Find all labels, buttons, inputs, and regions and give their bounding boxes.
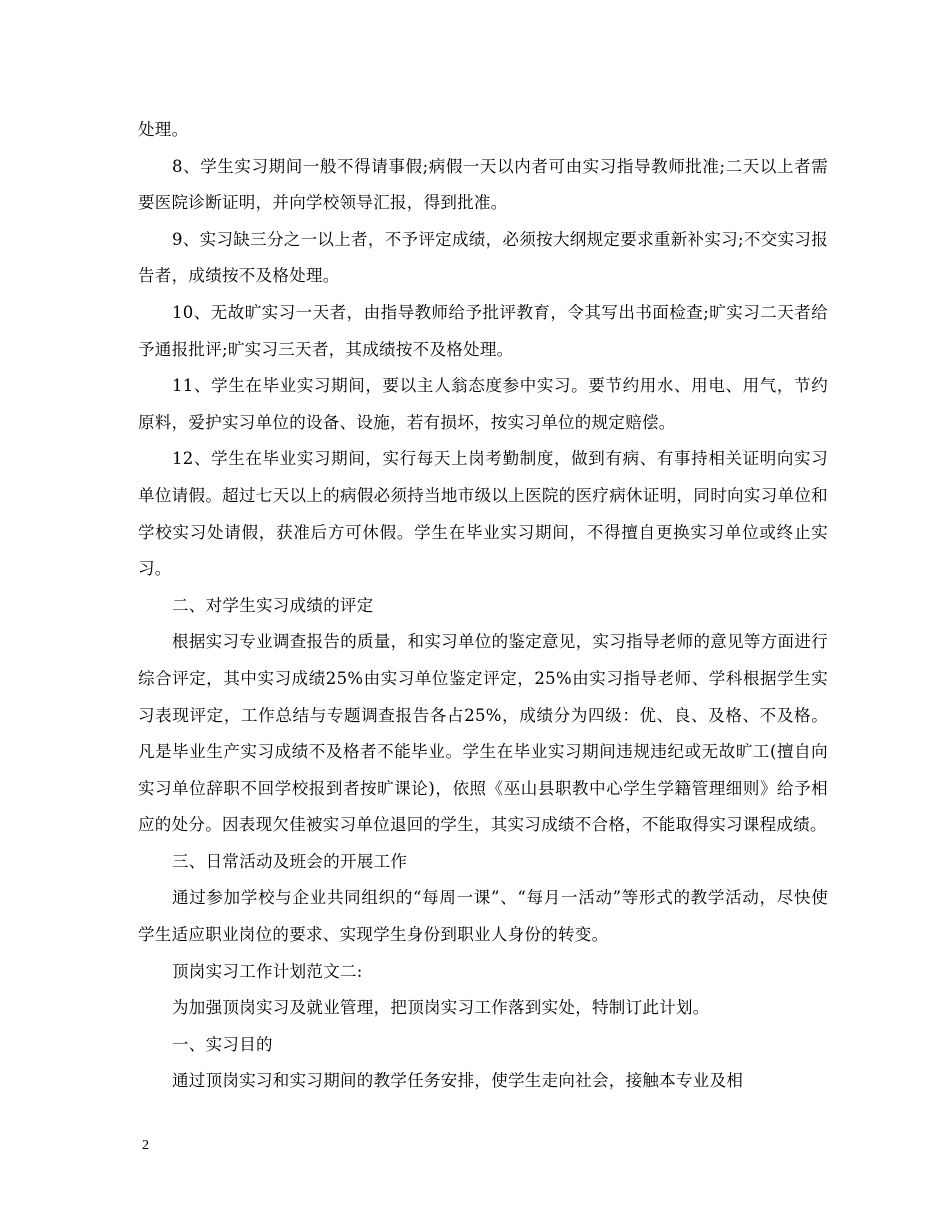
section-heading-grading: 二、对学生实习成绩的评定 — [172, 595, 374, 615]
page-number: 2 — [142, 1138, 149, 1153]
paragraph-rule-11: 11、学生在毕业实习期间，要以主人翁态度参中实习。要节约用水、用电、用气，节约原料，爱护实习单位的设备、设施，若有损坏，按实习单位的规定赔偿。 — [138, 376, 828, 432]
document-body — [138, 112, 828, 1100]
paragraph-rule-9: 9、实习缺三分之一以上者，不予评定成绩，必须按大纲规定要求重新补实习;不交实习报告者，成绩按不及格处理。 — [138, 229, 828, 286]
paragraph-rule-12: 12、学生在毕业实习期间，实行每天上岗考勤制度，做到有病、有事持相关证明向实习单位请假。超过七天以上的病假必须持当地市级以上医院的医疗病休证明，同时向实习单位和学校实习处请假，获准后方可休假。学生在毕业实习期间，不得擅自更换实习单位或终止实习。 — [138, 449, 828, 579]
section-heading-purpose: 一、实习目的 — [172, 1034, 273, 1054]
paragraph-rule-8: 8、学生实习期间一般不得请事假;病假一天以内者可由实习指导教师批准;二天以上者需要医院诊断证明，并向学校领导汇报，得到批准。 — [138, 156, 828, 213]
paragraph-rule-10: 10、无故旷实习一天者，由指导教师给予批评教育，令其写出书面检查;旷实习二天者给予通报批评;旷实习三天者，其成绩按不及格处理。 — [138, 302, 828, 359]
sample-two-title: 顶岗实习工作计划范文二: — [172, 961, 363, 981]
paragraph-continuation: 处理。 — [138, 120, 189, 139]
paragraph-plan-intro: 为加强顶岗实习及就业管理，把顶岗实习工作落到实处，特制订此计划。 — [172, 998, 710, 1018]
paragraph-activities: 通过参加学校与企业共同组织的“每周一课”、“每月一活动”等形式的教学活动，尽快使学生适应职业岗位的要求、实现学生身份到职业人身份的转变。 — [138, 888, 828, 945]
paragraph-purpose: 通过顶岗实习和实习期间的教学任务安排，使学生走向社会，接触本专业及相 — [172, 1071, 744, 1091]
section-heading-activities: 三、日常活动及班会的开展工作 — [172, 851, 408, 871]
paragraph-grading: 根据实习专业调查报告的质量，和实习单位的鉴定意见，实习指导老师的意见等方面进行综合评定，其中实习成绩25%由实习单位鉴定评定，25%由实习指导老师、学科根据学生实习表现评定，工作总结与专题调查报告各占25%，成绩分为四级：优、良、及格、不及格。凡是毕业生产实习成绩不及格者不能毕业。学生在毕业实习期间违规违纪或无故旷工(擅自向实习单位辞职不回学校报到者按旷课论)，依照《巫山县职教中心学生学籍管理细则》给予相应的处分。因表现欠佳被实习单位退回的学生，其实习成绩不合格，不能取得实习课程成绩。 — [138, 632, 828, 835]
